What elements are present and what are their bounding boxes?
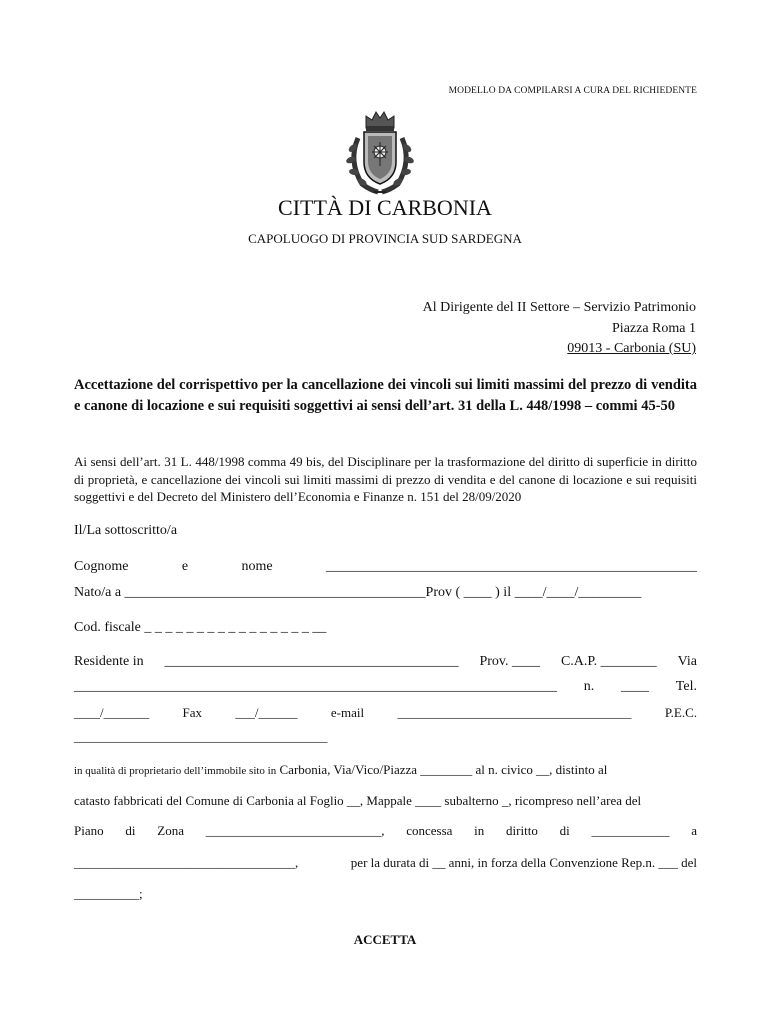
fax-label: Fax xyxy=(182,705,202,720)
diritto-label: diritto xyxy=(506,823,538,838)
piano-label: Piano xyxy=(74,823,104,838)
email-blank[interactable]: ____________________________________ xyxy=(397,705,632,720)
form-note: MODELLO DA COMPILARSI A CURA DEL RICHIEDENTE xyxy=(448,86,697,96)
qualita-prefix: in qualità di proprietario dell’immobile sito in xyxy=(74,765,277,777)
cognome-nome-blank[interactable]: _____________________________________________________ xyxy=(326,559,697,574)
qualita-line[interactable] xyxy=(74,762,697,778)
recipient-line-3: 09013 - Carbonia (SU) xyxy=(567,341,696,356)
via-blank[interactable]: _____________________________________________________________________ xyxy=(74,679,557,694)
pec-blank[interactable]: _______________________________________ xyxy=(74,729,328,744)
cognome-label: Cognome xyxy=(74,559,129,574)
residente-field[interactable] xyxy=(74,654,697,670)
numero-blank[interactable]: ____ xyxy=(621,679,650,694)
nato-field[interactable]: Nato/a a ___________________________________________Prov ( ____ ) il ____/____/_________ xyxy=(74,585,642,600)
intro-paragraph: Ai sensi dell’art. 31 L. 448/1998 comma 49 bis, del Disciplinare per la trasformazione del diritto di superficie in diritto di proprietà, e cancellazione dei vincoli sui limiti massimi di prezzo di vendita e del canone di locazione e sui requisiti soggettivi e del Decreto del Ministero dell’Economia e Finanze n. 151 del 28/09/2020 xyxy=(74,454,697,504)
fax-blank[interactable]: ___/______ xyxy=(235,705,298,720)
piano-zona-line[interactable] xyxy=(74,823,697,839)
numero-label: n. xyxy=(583,679,595,694)
recipient-line-2: Piazza Roma 1 xyxy=(612,321,696,336)
residente-label: Residente in xyxy=(74,654,144,669)
residente-blank[interactable]: __________________________________________ xyxy=(164,654,459,669)
catasto-line[interactable]: catasto fabbricati del Comune di Carbonia al Foglio __, Mappale ____ subalterno _, ricompreso nell’area del xyxy=(74,793,642,808)
durata-text[interactable]: per la durata di __ anni, in forza della Convenzione Rep.n. ___ del xyxy=(350,855,697,870)
city-name: CITTÀ DI CARBONIA xyxy=(278,195,492,220)
di-label-2: di xyxy=(559,823,570,838)
contact-line[interactable] xyxy=(74,705,697,721)
cognome-nome-field[interactable] xyxy=(74,559,697,575)
city-subtitle: CAPOLUOGO DI PROVINCIA SUD SARDEGNA xyxy=(248,231,522,246)
sottoscritto-label: Il/La sottoscritto/a xyxy=(74,523,178,538)
qualita-rest[interactable]: Carbonia, Via/Vico/Piazza ________ al n. civico __, distinto al xyxy=(279,762,608,777)
email-label: e-mail xyxy=(330,705,365,720)
via-label: Via xyxy=(677,654,697,669)
coat-of-arms-icon xyxy=(344,106,416,198)
di-label: di xyxy=(125,823,136,838)
in-label: in xyxy=(474,823,485,838)
zona-blank[interactable]: ___________________________, xyxy=(205,823,385,838)
soggetto-blank[interactable]: __________________________________, xyxy=(74,855,299,870)
accetta-heading: ACCETTA xyxy=(353,932,417,947)
diritto-blank[interactable]: ____________ xyxy=(591,823,670,838)
durata-line[interactable] xyxy=(74,855,697,871)
pec-label: P.E.C. xyxy=(664,705,697,720)
concessa-label: concessa xyxy=(406,823,453,838)
a-label: a xyxy=(691,823,697,838)
data-convenzione-blank[interactable]: __________; xyxy=(74,886,143,901)
e-label: e xyxy=(181,559,189,574)
zona-label: Zona xyxy=(157,823,184,838)
cap-field[interactable]: C.A.P. ________ xyxy=(560,654,657,669)
prov-field[interactable]: Prov. ____ xyxy=(479,654,541,669)
via-line[interactable] xyxy=(74,679,697,695)
tel-label: Tel. xyxy=(675,679,697,694)
document-title: Accettazione del corrispettivo per la cancellazione dei vincoli sui limiti massimi del prezzo di vendita e canone di locazione e sui requisiti soggettivi ai sensi dell’art. 31 della L. 448/1998 – commi 45-50 xyxy=(74,377,697,414)
nome-label: nome xyxy=(241,559,273,574)
tel-blank[interactable]: ____/_______ xyxy=(74,705,150,720)
recipient-line-1: Al Dirigente del II Settore – Servizio Patrimonio xyxy=(422,300,696,315)
codice-fiscale-field[interactable]: Cod. fiscale _ _ _ _ _ _ _ _ _ _ _ _ _ _ _ _ __ xyxy=(74,620,327,635)
